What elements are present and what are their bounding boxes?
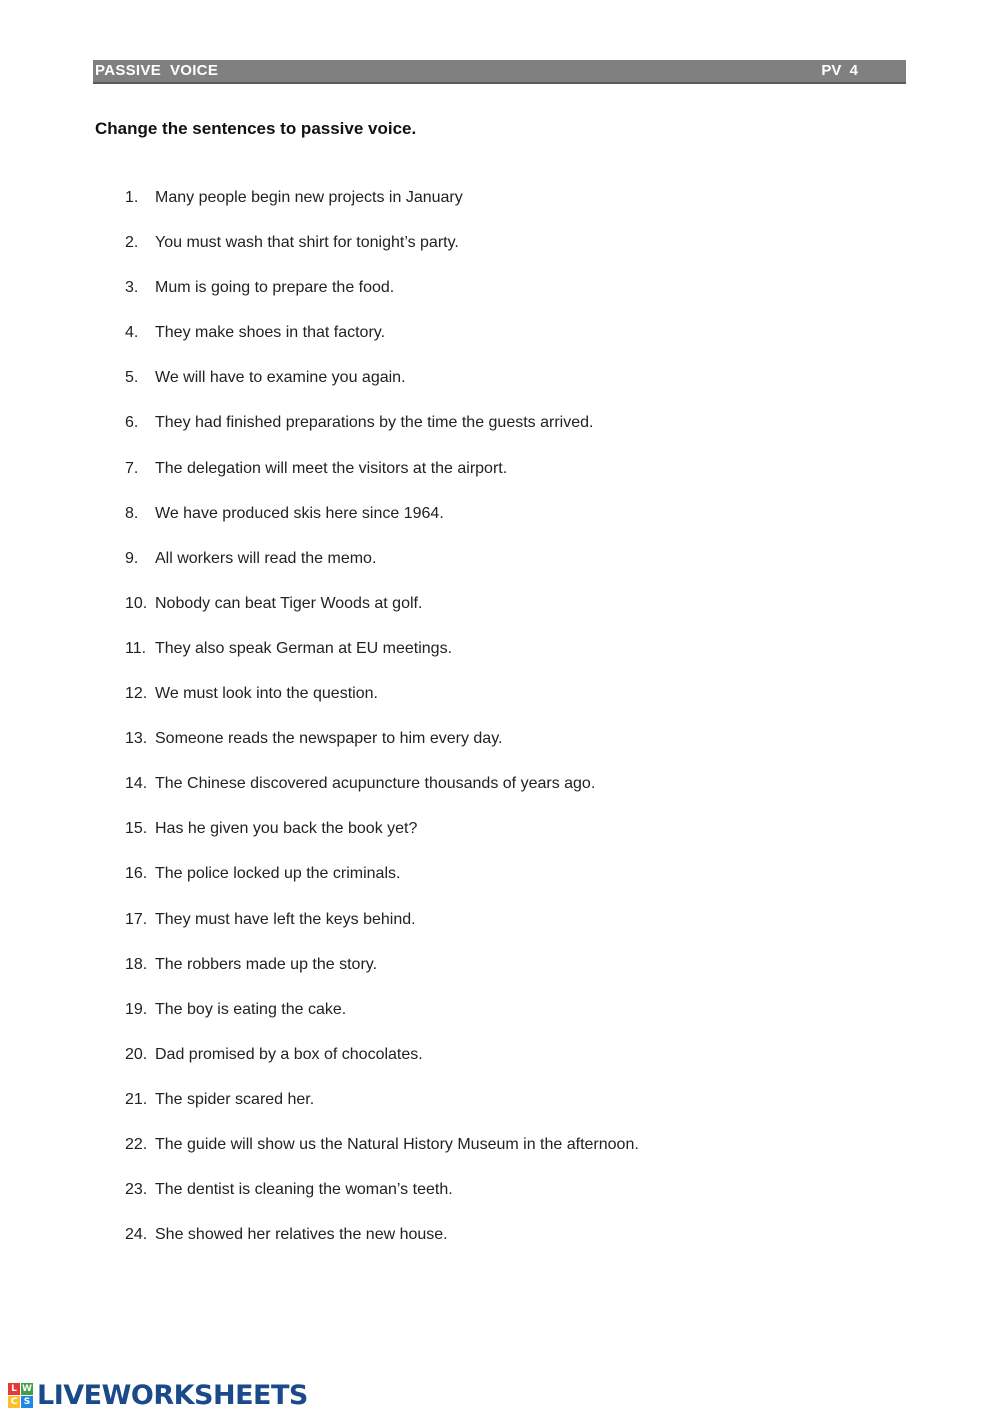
- liveworksheets-logo: [8, 1380, 308, 1410]
- item-sentence: Mum is going to prepare the food.: [155, 279, 395, 297]
- exercise-item: [125, 1044, 639, 1089]
- item-sentence: The delegation will meet the visitors at the airport.: [155, 459, 508, 477]
- item-sentence: All workers will read the memo.: [155, 549, 377, 567]
- item-number: 2.: [125, 234, 139, 252]
- item-sentence: They also speak German at EU meetings.: [155, 639, 453, 657]
- exercise-list: [125, 187, 639, 1269]
- item-number: 17.: [125, 910, 148, 928]
- item-number: 4.: [125, 324, 139, 342]
- exercise-item: [125, 1089, 639, 1134]
- logo-square: C: [8, 1396, 20, 1408]
- item-sentence: You must wash that shirt for tonight’s party.: [155, 234, 459, 252]
- exercise-item: [125, 1179, 639, 1224]
- exercise-item: [125, 818, 639, 863]
- item-number: 18.: [125, 955, 148, 973]
- exercise-item: [125, 1134, 639, 1179]
- item-sentence: Nobody can beat Tiger Woods at golf.: [155, 594, 423, 612]
- item-sentence: The boy is eating the cake.: [155, 1000, 347, 1018]
- exercise-item: [125, 638, 639, 683]
- exercise-item: [125, 954, 639, 999]
- item-number: 11.: [125, 639, 147, 657]
- item-number: 10.: [125, 594, 148, 612]
- item-number: 7.: [125, 459, 139, 477]
- item-sentence: They make shoes in that factory.: [155, 324, 386, 342]
- exercise-item: [125, 999, 639, 1044]
- item-number: 8.: [125, 504, 139, 522]
- item-number: 14.: [125, 775, 148, 793]
- exercise-item: [125, 503, 639, 548]
- exercise-item: [125, 728, 639, 773]
- item-number: 23.: [125, 1181, 148, 1199]
- item-number: 13.: [125, 730, 148, 748]
- header-bar: [93, 60, 906, 84]
- item-number: 9.: [125, 549, 139, 567]
- item-sentence: The police locked up the criminals.: [155, 865, 401, 883]
- logo-square: W: [22, 1383, 32, 1394]
- item-sentence: The guide will show us the Natural History Museum in the afternoon.: [155, 1135, 639, 1153]
- exercise-item: [125, 773, 639, 818]
- exercise-item: [125, 232, 639, 277]
- item-sentence: Many people begin new projects in January: [155, 189, 463, 206]
- exercise-item: [125, 683, 639, 728]
- liveworksheets-wordmark: LIVEWORKSHEETS: [37, 1379, 308, 1411]
- exercise-item: [125, 277, 639, 322]
- exercise-item: [125, 548, 639, 593]
- item-sentence: They had finished preparations by the time the guests arrived.: [155, 414, 594, 432]
- exercise-item: [125, 1224, 639, 1269]
- item-sentence: We must look into the question.: [155, 685, 378, 703]
- worksheet-topic: PASSIVE VOICE: [95, 62, 219, 79]
- exercise-item: [125, 909, 639, 954]
- item-number: 22.: [125, 1135, 148, 1153]
- item-number: 15.: [125, 820, 148, 838]
- exercise-item: [125, 593, 639, 638]
- item-number: 12.: [125, 685, 148, 703]
- item-sentence: The spider scared her.: [155, 1090, 315, 1108]
- logo-square: L: [8, 1383, 20, 1395]
- exercise-item: [125, 412, 639, 457]
- logo-square: S: [21, 1396, 33, 1408]
- item-sentence: The Chinese discovered acupuncture thousands of years ago.: [155, 775, 596, 793]
- item-sentence: Dad promised by a box of chocolates.: [155, 1045, 423, 1063]
- item-number: 19.: [125, 1000, 148, 1018]
- item-sentence: The dentist is cleaning the woman’s teeth.: [155, 1181, 453, 1199]
- exercise-item: [125, 863, 639, 908]
- item-number: 1.: [125, 189, 139, 206]
- exercise-item: [125, 367, 639, 412]
- instruction-heading: Change the sentences to passive voice.: [95, 119, 417, 138]
- worksheet-code: PV 4: [821, 62, 858, 79]
- exercise-item: [125, 322, 639, 367]
- item-number: 20.: [125, 1045, 148, 1063]
- item-sentence: Someone reads the newspaper to him every day.: [155, 730, 503, 748]
- item-sentence: Has he given you back the book yet?: [155, 820, 418, 838]
- item-number: 16.: [125, 865, 148, 883]
- item-number: 3.: [125, 279, 139, 297]
- exercise-item: [125, 458, 639, 503]
- item-number: 5.: [125, 369, 139, 387]
- item-sentence: The robbers made up the story.: [155, 955, 378, 973]
- exercise-item: [125, 187, 639, 232]
- item-sentence: We have produced skis here since 1964.: [155, 504, 444, 522]
- item-number: 21.: [125, 1090, 148, 1108]
- item-sentence: She showed her relatives the new house.: [155, 1226, 448, 1244]
- liveworksheets-logo-icon: [8, 1383, 33, 1408]
- item-sentence: We will have to examine you again.: [155, 369, 406, 387]
- item-number: 6.: [125, 414, 139, 432]
- item-sentence: They must have left the keys behind.: [155, 910, 416, 928]
- item-number: 24.: [125, 1226, 148, 1244]
